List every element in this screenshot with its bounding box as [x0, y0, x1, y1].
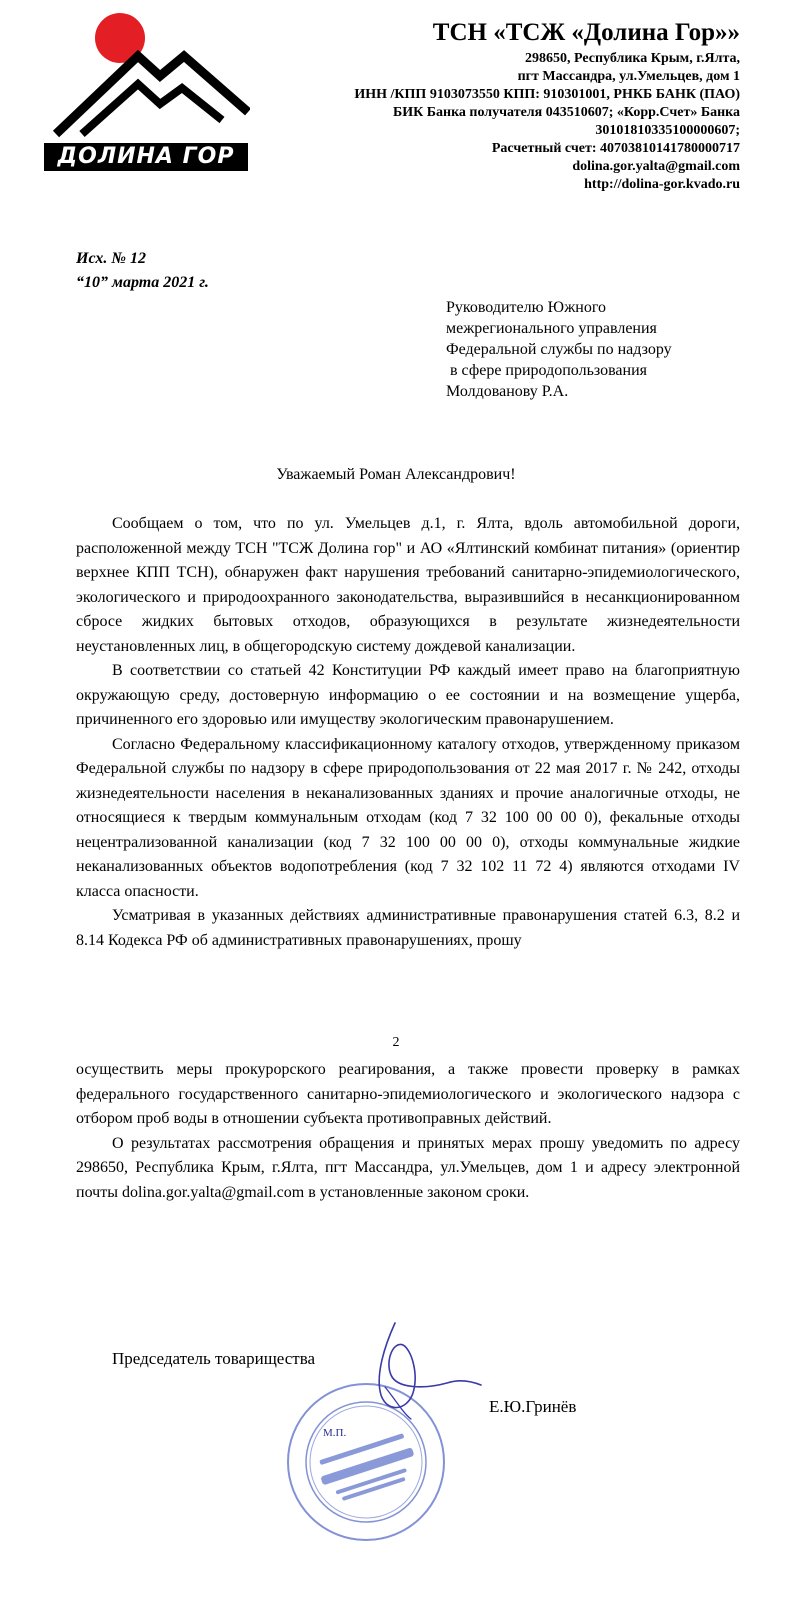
logo-text: ДОЛИНА ГОР	[44, 143, 248, 171]
org-address-line: 298650, Республика Крым, г.Ялта,	[525, 51, 740, 66]
signatory-title: Председатель товарищества	[112, 1349, 316, 1368]
org-bank-line: БИК Банка получателя 043510607; «Корр.Счет» Банка	[392, 105, 740, 120]
outgoing-date: “10” марта 2021 г.	[76, 274, 209, 291]
org-tax-line: ИНН /КПП 9103073550 КПП: 910301001, РНКБ БАНК (ПАО)	[354, 87, 740, 102]
body-paragraph: Согласно Федеральному классификационному каталогу отходов, утвержденному приказом Федеральной службы по надзору в сфере природопользования от 22 мая 2017 г. № 242, отходы жизнедеятельности населения в неканализованных зданиях и прочие аналогичные отходы, не относящиеся к твердым коммунальным отходам (код 7 32 100 00 00 0), фекальные отходы нецентрализованной канализации (код 7 32 100 00 00 0), отходы коммунальные жидкие неканализованных объектов водопотребления (код 7 32 102 11 72 4) являются отходами IV класса опасности.	[76, 735, 740, 900]
org-email: dolina.gor.yalta@gmail.com	[572, 159, 740, 174]
addressee-block: Руководителю Южного межрегионального управления Федеральной службы по надзору в сфере природопользования Молдованову Р.А.	[446, 299, 672, 400]
letter-body-page2	[76, 1058, 740, 1205]
body-paragraph: Сообщаем о том, что по ул. Умельцев д.1, г. Ялта, вдоль автомобильной дороги, расположенной между ТСН "ТСЖ Долина гор" и АО «Ялтинский комбинат питания» (ориентир верхнее КПП ТСН), обнаружен факт нарушения требований санитарно-эпидемиологического, экологического и природоохранного законодательства, выразившийся в несанкционированном сбросе жидких бытовых отходов, образующихся в результате жизнедеятельности неустановленных лиц, в общегородскую систему дождевой канализации.	[76, 515, 740, 655]
page-number: 2	[392, 1035, 400, 1050]
org-account: Расчетный счет: 40703810141780000717	[491, 141, 740, 156]
organization-header	[354, 18, 740, 194]
org-website: http://dolina-gor.kvado.ru	[584, 177, 740, 192]
signatory-name: Е.Ю.Гринёв	[489, 1397, 577, 1416]
outgoing-reference	[76, 247, 209, 295]
org-address-line: пгт Массандра, ул.Умельцев, дом 1	[517, 69, 740, 84]
letter-body-page1	[76, 512, 740, 953]
stamp-placeholder-mp: М.П.	[323, 1427, 347, 1439]
handwritten-signature	[355, 1315, 485, 1425]
body-paragraph: В соответствии со статьей 42 Конституции РФ каждый имеет право на благоприятную окружающую среду, достоверную информацию о ее состоянии и на возмещение ущерба, причиненного его здоровью или имуществу экологическим правонарушением.	[76, 662, 740, 728]
salutation: Уважаемый Роман Александрович!	[276, 466, 516, 483]
body-paragraph: Усматривая в указанных действиях административные правонарушения статей 6.3, 8.2 и 8.14 Кодекса РФ об административных правонарушениях, прошу	[76, 907, 740, 949]
org-corr-account: 30101810335100000607;	[595, 123, 740, 138]
organization-title: ТСН «ТСЖ «Долина Гор»»	[432, 19, 740, 46]
body-paragraph: О результатах рассмотрения обращения и принятых мерах прошу уведомить по адресу 298650, Республика Крым, г.Ялта, пгт Массандра, ул.Умельцев, дом 1 и адресу электронной почты dolina.gor.yalta@gmail.com в установленные законом сроки.	[76, 1134, 740, 1201]
body-paragraph: осуществить меры прокурорского реагирования, а также провести проверку в рамках федерального государственного санитарно-эпидемиологического и экологического надзора с отбором проб воды в отношении субъекта противоправных действий.	[76, 1061, 740, 1127]
outgoing-number: Исх. № 12	[76, 250, 146, 267]
